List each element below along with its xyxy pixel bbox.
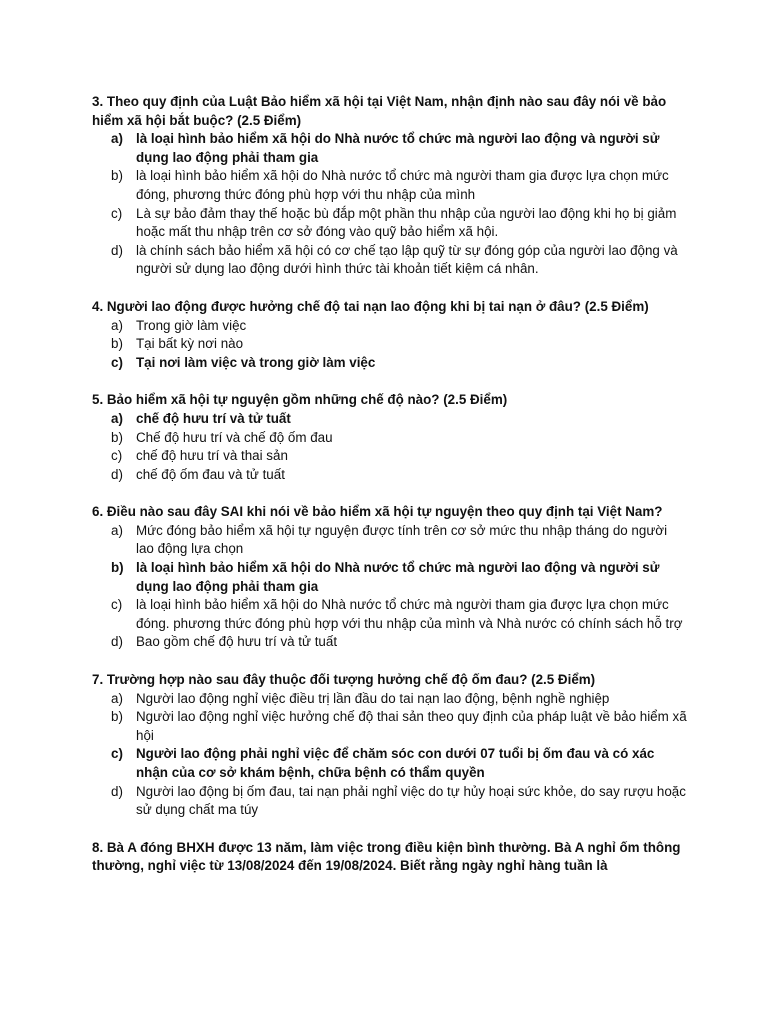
question-block: [92, 671, 688, 820]
answer-option: [92, 317, 688, 336]
option-text: Tại bất kỳ nơi nào: [136, 336, 244, 352]
question-title: 7. Trường hợp nào sau đây thuộc đối tượng hưởng chế độ ốm đau? (2.5 Điểm): [92, 672, 596, 688]
answer-option: [92, 522, 688, 559]
option-text: là loại hình bảo hiểm xã hội do Nhà nước tổ chức mà người tham gia được lựa chọn mức đóng, phương thức đóng phù hợp với thu nhập của mình: [136, 168, 669, 202]
answer-option: [92, 708, 688, 745]
option-letter: c): [111, 448, 123, 464]
option-text: là chính sách bảo hiểm xã hội có cơ chế tạo lập quỹ từ sự đóng góp của người lao động và người sử dụng lao động dưới hình thức tài khoản tiết kiệm cá nhân.: [136, 242, 678, 277]
option-letter: a): [111, 410, 123, 426]
option-text: chế độ ốm đau và tử tuất: [136, 466, 285, 482]
question-block: [92, 839, 688, 876]
question-block: [92, 391, 688, 484]
option-letter: a): [111, 131, 123, 147]
option-text: là loại hình bảo hiểm xã hội do Nhà nước tổ chức mà người lao động và người sử dụng lao động phải tham gia: [136, 560, 660, 594]
question-title: 5. Bảo hiểm xã hội tự nguyện gồm những chế độ nào? (2.5 Điểm): [92, 392, 508, 408]
question-title: 4. Người lao động được hưởng chế độ tai nạn lao động khi bị tai nạn ở đâu? (2.5 Điểm): [92, 298, 649, 314]
question-block: [92, 93, 688, 279]
option-text: Người lao động nghỉ việc điều trị lần đầu do tai nạn lao động, bệnh nghề nghiệp: [136, 690, 610, 706]
option-letter: d): [111, 783, 123, 799]
option-text: Trong giờ làm việc: [136, 317, 247, 333]
option-text: Người lao động nghỉ việc hưởng chế độ thai sản theo quy định của pháp luật về bảo hiểm xã hội: [136, 709, 687, 743]
question-title: 3. Theo quy định của Luật Bảo hiểm xã hội tại Việt Nam, nhận định nào sau đây nói về bảo hiểm xã hội bắt buộc? (2.5 Điểm): [92, 94, 667, 128]
options-list: [92, 690, 688, 820]
answer-option-correct: [92, 354, 688, 373]
option-letter: c): [111, 746, 123, 762]
answer-option: [92, 633, 688, 652]
answer-option: [92, 596, 688, 633]
option-letter: b): [111, 429, 123, 445]
options-list: [92, 130, 688, 279]
option-text: chế độ hưu trí và thai sản: [136, 448, 288, 464]
option-letter: a): [111, 522, 123, 538]
answer-option-correct: [92, 745, 688, 782]
question-title: 8. Bà A đóng BHXH được 13 năm, làm việc trong điều kiện bình thường. Bà A nghỉ ốm thông thường, nghỉ việc từ 13/08/2024 đến 19/08/2024. Biết rằng ngày nghỉ hàng tuần là: [92, 839, 681, 874]
options-list: [92, 317, 688, 373]
option-letter: c): [111, 597, 123, 613]
option-letter: b): [111, 336, 123, 352]
option-text: Bao gồm chế độ hưu trí và tử tuất: [136, 634, 338, 650]
answer-option-correct: [92, 410, 688, 429]
question-block: [92, 503, 688, 652]
option-letter: c): [111, 354, 123, 370]
option-letter: a): [111, 690, 123, 706]
option-text: là loại hình bảo hiểm xã hội do Nhà nước tổ chức mà người tham gia được lựa chọn mức đóng. phương thức đóng phù hợp với thu nhập của mình và Nhà nước có chính sách hỗ trợ: [136, 597, 683, 631]
option-letter: d): [111, 466, 123, 482]
answer-option-correct: [92, 130, 688, 167]
answer-option: [92, 167, 688, 204]
options-list: [92, 522, 688, 652]
option-letter: d): [111, 634, 123, 650]
option-text: Chế độ hưu trí và chế độ ốm đau: [136, 429, 333, 445]
option-text: Tại nơi làm việc và trong giờ làm việc: [136, 354, 376, 370]
answer-option: [92, 447, 688, 466]
option-text: Mức đóng bảo hiểm xã hội tự nguyện được tính trên cơ sở mức thu nhập tháng do người lao động lựa chọn: [136, 522, 668, 557]
answer-option: [92, 335, 688, 354]
question-title: 6. Điều nào sau đây SAI khi nói về bảo hiểm xã hội tự nguyện theo quy định tại Việt Nam?: [92, 504, 663, 520]
option-letter: c): [111, 205, 123, 221]
option-letter: b): [111, 168, 123, 184]
option-letter: d): [111, 242, 123, 258]
option-text: là loại hình bảo hiểm xã hội do Nhà nước tổ chức mà người lao động và người sử dụng lao động phải tham gia: [136, 131, 660, 165]
option-text: Người lao động bị ốm đau, tai nạn phải nghỉ việc do tự hủy hoại sức khỏe, do say rượu hoặc sử dụng chất ma túy: [136, 783, 686, 818]
question-block: [92, 298, 688, 372]
option-text: Người lao động phải nghỉ việc để chăm sóc con dưới 07 tuổi bị ốm đau và có xác nhận của cơ sở khám bệnh, chữa bệnh có thẩm quyền: [136, 746, 655, 780]
options-list: [92, 410, 688, 484]
answer-option-correct: [92, 559, 688, 596]
option-letter: a): [111, 317, 123, 333]
option-letter: b): [111, 709, 123, 725]
answer-option: [92, 783, 688, 820]
answer-option: [92, 242, 688, 279]
option-text: Là sự bảo đảm thay thế hoặc bù đắp một phần thu nhập của người lao động khi họ bị giảm hoặc mất thu nhập trên cơ sở đóng vào quỹ bảo hiểm xã hội.: [136, 205, 677, 240]
answer-option: [92, 690, 688, 709]
answer-option: [92, 205, 688, 242]
option-letter: b): [111, 560, 124, 576]
option-text: chế độ hưu trí và tử tuất: [136, 410, 291, 426]
answer-option: [92, 466, 688, 485]
answer-option: [92, 429, 688, 448]
